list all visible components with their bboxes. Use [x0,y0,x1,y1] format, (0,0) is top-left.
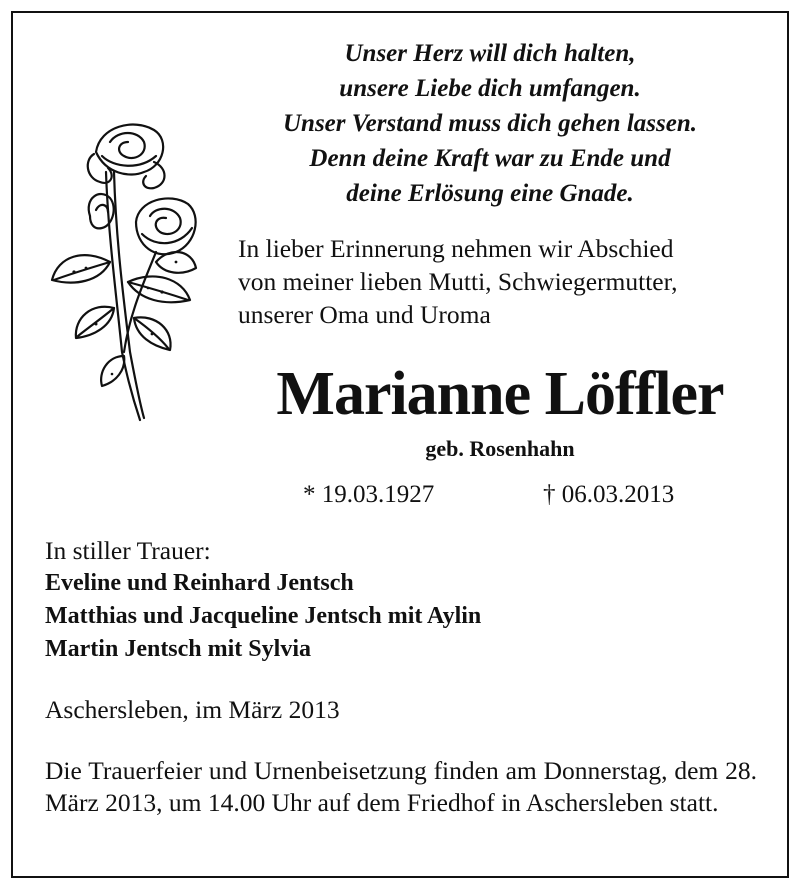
intro-line: unserer Oma und Uroma [238,300,491,329]
mourning-label: In stiller Trauer: [45,536,211,565]
deceased-name: Marianne Löffler [276,360,724,428]
poem-line: Unser Verstand muss dich gehen lassen. [283,110,697,137]
birth-date: * 19.03.1927 [303,481,435,508]
mourners-list [45,567,481,666]
poem-line: deine Erlösung eine Gnade. [346,180,634,207]
mourner-name: Martin Jentsch mit Sylvia [45,636,311,662]
funeral-notice: Die Trauerfeier und Urnenbeisetzung finden am Donnerstag, dem 28. März 2013, um 14.00 Uhr auf dem Friedhof in Aschersleben statt. [45,756,757,817]
death-date: † 06.03.2013 [543,481,675,508]
poem-line: Unser Herz will dich halten, [344,40,636,67]
rose-icon [44,112,204,432]
memorial-poem [230,36,750,211]
poem-line: Denn deine Kraft war zu Ende und [309,145,671,172]
mourner-name: Eveline und Reinhard Jentsch [45,570,354,596]
birth-name: geb. Rosenhahn [425,436,575,461]
intro-line: von meiner lieben Mutti, Schwiegermutter, [238,267,678,296]
place-date: Aschersleben, im März 2013 [45,695,340,724]
mourner-name: Matthias und Jacqueline Jentsch mit Aylin [45,603,482,629]
intro-line: In lieber Erinnerung nehmen wir Abschied [238,234,674,263]
intro-text [238,232,768,331]
poem-line: unsere Liebe dich umfangen. [339,75,641,102]
